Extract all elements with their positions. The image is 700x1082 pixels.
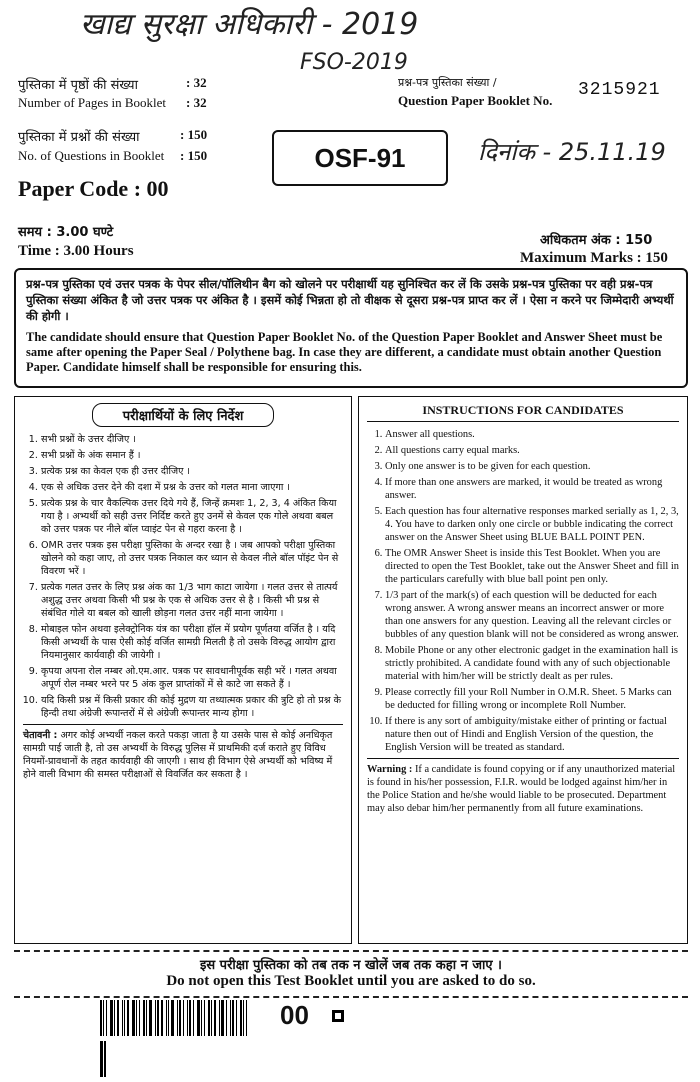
barcode-bar bbox=[127, 1000, 129, 1036]
english-list bbox=[367, 428, 679, 754]
time-en: Time : 3.00 Hours bbox=[18, 243, 134, 259]
barcode-bar bbox=[177, 1000, 178, 1036]
barcode-bar bbox=[168, 1000, 169, 1036]
barcode-bar bbox=[171, 1000, 174, 1036]
hindi-item: 7. प्रत्येक गलत उत्तर के लिए प्रश्न अंक का 1/3 भाग काटा जायेगा । गलत उत्तर से तात्पर्य अशुद्ध उत्तर अथवा किसी भी प्रश्न के एक से अधिक उत्तर से है । किसी भी प्रश्न से संबंधित गोले या बबल को खाली छोड़ना गलत उत्तर नहीं माना जायेगा । bbox=[41, 581, 343, 620]
hindi-warning-label: चेतावनी : bbox=[23, 730, 58, 741]
questions-value-en: : 150 bbox=[180, 148, 208, 163]
barcode-bar bbox=[157, 1000, 159, 1036]
barcode-bar bbox=[146, 1000, 147, 1036]
english-item: 1. Answer all questions. bbox=[385, 428, 679, 441]
paper-code: Paper Code : 00 bbox=[18, 176, 169, 201]
hindi-item: 10. यदि किसी प्रश्न में किसी प्रकार की कोई मुद्रण या तथ्यात्मक प्रकार की त्रुटि हो तो प्रश्न के हिन्दी तथा अंग्रेजी रूपान्तरों में से अंग्रेजी रूपान्तर मान्य होगा । bbox=[41, 694, 343, 720]
handwritten-title: खाद्य सुरक्षा अधिकारी - 2019 bbox=[80, 7, 419, 42]
warning-text-en: The candidate should ensure that Question Paper Booklet No. of the Question Paper Booklet and Answer Sheet must be same after opening the Paper Seal / Polythene bag. In case they are different, a candidate must obtain another Question Paper. Candidate himself shall be responsible for ensuring this. bbox=[26, 330, 663, 374]
barcode-bar bbox=[236, 1000, 237, 1036]
booklet-label-en: Question Paper Booklet No. bbox=[398, 93, 553, 108]
questions-value-hi: : 150 bbox=[180, 127, 208, 142]
booklet-number: 3215921 bbox=[578, 80, 661, 100]
barcode-bar bbox=[197, 1000, 200, 1036]
barcode-bar bbox=[214, 1000, 216, 1036]
barcode-bar bbox=[149, 1000, 152, 1036]
questions-label-hi: पुस्तिका में प्रश्नों की संख्या bbox=[18, 130, 140, 145]
english-item: 10. If there is any sort of ambiguity/mistake either of printing or factual nature then out of Hindi and English Version of the question, the English Version will be treated as standard. bbox=[385, 715, 679, 754]
barcode-bar bbox=[110, 1000, 113, 1036]
booklet-label-hi: प्रश्न-पत्र पुस्तिका संख्या / bbox=[398, 76, 497, 89]
hindi-list bbox=[23, 433, 343, 720]
hindi-item: 4. एक से अधिक उत्तर देने की दशा में प्रश्न के उत्तर को गलत माना जाएगा । bbox=[41, 481, 343, 494]
barcode-bar bbox=[122, 1000, 123, 1036]
time-hi: समय : 3.00 घण्टे bbox=[18, 225, 114, 240]
barcode-bar bbox=[132, 1000, 135, 1036]
barcode-bar bbox=[221, 1000, 224, 1036]
barcode-bar bbox=[189, 1000, 191, 1036]
barcode-bar bbox=[183, 1000, 184, 1036]
english-item: 7. 1/3 part of the mark(s) of each question will be deducted for each wrong answer. A wrong answer means an incorrect answer or more than one answers for any question. Leaving all the relevant circles or bubbles of any question blank will not be considered as wrong answer. bbox=[385, 589, 679, 641]
hindi-heading: परीक्षार्थियों के लिए निर्देश bbox=[92, 403, 274, 427]
booklet-warning-box bbox=[14, 268, 688, 388]
barcode bbox=[100, 1000, 250, 1036]
hindi-warning-text: अगर कोई अभ्यर्थी नकल करते पकड़ा जाता है या उसके पास से कोई अनधिकृत सामग्री पाई जाती है, तो उस अभ्यर्थी के विरुद्ध पुलिस में प्राथमिकी दर्ज कराते हुए विविध नियमों-प्रावधानों के तहत कार्यवाही की जाएगी । साथ ही विभाग ऐसे अभ्यर्थी को भविष्य में होने वाली विभाग की समस्त परीक्षाओं से विवर्जित कर सकता है । bbox=[23, 730, 333, 780]
barcode-bar bbox=[166, 1000, 167, 1036]
english-warning-label: Warning : bbox=[367, 764, 413, 775]
questions-label-en: No. of Questions in Booklet bbox=[18, 148, 165, 163]
barcode-bar bbox=[211, 1000, 212, 1036]
barcode-bar bbox=[219, 1000, 220, 1036]
hindi-item: 9. कृपया अपना रोल नम्बर ओ.एम.आर. पत्रक पर सावधानीपूर्वक सही भरें । गलत अथवा अपूर्ण रोल नम्बर भरने पर 5 अंक कुल प्राप्तांकों में से काटे जा सकते हैं । bbox=[41, 665, 343, 691]
barcode-bar bbox=[179, 1000, 181, 1036]
barcode-bar bbox=[243, 1000, 244, 1036]
hindi-warning bbox=[23, 724, 343, 781]
barcode-bar bbox=[100, 1041, 103, 1077]
barcode-bar bbox=[230, 1000, 231, 1036]
barcode-bar bbox=[136, 1000, 137, 1036]
barcode-bar bbox=[114, 1000, 115, 1036]
hindi-item: 2. सभी प्रश्नों के अंक समान हैं । bbox=[41, 449, 343, 462]
hindi-item: 1. सभी प्रश्नों के उत्तर दीजिए । bbox=[41, 433, 343, 446]
notice-hi: इस परीक्षा पुस्तिका को तब तक न खोलें जब तक कहा न जाए । bbox=[199, 958, 502, 973]
english-warning-text: If a candidate is found copying or if any unauthorized material is found in his/her possession, F.I.R. would be lodged against him/her in the Police Station and he/she would liable to be prosecuted. Department may also debar him/her permanently from all future examinations. bbox=[367, 764, 676, 814]
pages-label-hi: पुस्तिका में पृष्ठों की संख्या bbox=[18, 78, 138, 93]
english-item: 2. All questions carry equal marks. bbox=[385, 444, 679, 457]
series-code: OSF-91 bbox=[314, 143, 406, 173]
warning-text-hi: प्रश्न-पत्र पुस्तिका एवं उत्तर पत्रक के पेपर सील/पॉलिथीन बैग को खोलने पर परीक्षार्थी यह सुनिश्चित कर लें कि उसके प्रश्न-पत्र पुस्तिका पर वही प्रश्न-पत्र पुस्तिका संख्या अंकित है जो उत्तर पत्रक पर अंकित है । इसमें कोई भिन्नता हो तो वीक्षक से दूसरा प्रश्न-पत्र प्राप्त कर लें । ऐसा न करने पर जिम्मेदारी अभ्यर्थी की होगी । bbox=[26, 277, 674, 323]
bottom-code: 00 bbox=[280, 1000, 309, 1030]
series-code-box bbox=[272, 130, 448, 186]
barcode-bar bbox=[246, 1000, 247, 1036]
pages-value-hi: : 32 bbox=[186, 75, 207, 90]
hindi-item: 6. OMR उत्तर पत्रक इस परीक्षा पुस्तिका के अन्दर रखा है । जब आपको परीक्षा पुस्तिका खोलने को कहा जाए, तो उत्तर पत्रक निकाल कर ध्यान से केवल नीले बॉल पॉइंट पेन से विवरण भरें । bbox=[41, 539, 343, 578]
english-instructions bbox=[358, 396, 688, 944]
hindi-item: 3. प्रत्येक प्रश्न का केवल एक ही उत्तर दीजिए । bbox=[41, 465, 343, 478]
hindi-instructions bbox=[14, 396, 352, 944]
barcode-bar bbox=[124, 1000, 125, 1036]
barcode-bar bbox=[208, 1000, 210, 1036]
barcode-bar bbox=[240, 1000, 242, 1036]
hindi-item: 5. प्रत्येक प्रश्न के चार वैकल्पिक उत्तर दिये गये हैं, जिन्हें क्रमशः 1, 2, 3, 4 अंकित किया गया है । अभ्यर्थी को सही उत्तर निर्दिष्ट करते हुए उनमें से केवल एक गोले अथवा बबल को उत्तर पत्रक पर नीले बॉल प्वाइंट पेन से गहरा करना है । bbox=[41, 497, 343, 536]
barcode-bar bbox=[106, 1000, 107, 1036]
barcode-bar bbox=[226, 1000, 227, 1036]
pages-value-en: : 32 bbox=[186, 95, 207, 110]
barcode-bar bbox=[187, 1000, 188, 1036]
english-item: 9. Please correctly fill your Roll Number in O.M.R. Sheet. 5 Marks can be deducted for filling wrong or incomplete Roll Number. bbox=[385, 686, 679, 712]
barcode-bar bbox=[204, 1000, 205, 1036]
barcode-bar bbox=[155, 1000, 156, 1036]
english-item: 4. If more than one answers are marked, it would be treated as wrong answer. bbox=[385, 476, 679, 502]
barcode-bar bbox=[139, 1000, 140, 1036]
barcode-bar bbox=[201, 1000, 202, 1036]
barcode-bar bbox=[117, 1000, 119, 1036]
english-heading: INSTRUCTIONS FOR CANDIDATES bbox=[367, 403, 679, 422]
english-item: 8. Mobile Phone or any other electronic gadget in the examination hall is strictly prohibited. A candidate found with any of such objectionable material with him/her will be strictly dealt as per rules. bbox=[385, 644, 679, 683]
barcode-bar bbox=[100, 1000, 102, 1036]
pages-label-en: Number of Pages in Booklet bbox=[18, 95, 167, 110]
barcode-bar bbox=[193, 1000, 194, 1036]
notice-en: Do not open this Test Booklet until you are asked to do so. bbox=[166, 973, 536, 989]
english-warning bbox=[367, 758, 679, 815]
barcode-bar bbox=[143, 1000, 145, 1036]
english-item: 6. The OMR Answer Sheet is inside this Test Booklet. When you are directed to open the Test Booklet, take out the Answer Sheet and fill in the particulars carefully with blue ball point pen only. bbox=[385, 547, 679, 586]
barcode-bar bbox=[103, 1000, 104, 1036]
hindi-item: 8. मोबाइल फोन अथवा इलेक्ट्रोनिक यंत्र का परीक्षा हॉल में प्रयोग पूर्णतया वर्जित है । यदि किसी अभ्यर्थी के पास ऐसी कोई वर्जित सामग्री मिलती है तो उसके विरुद्ध आयोग द्वारा नियमानुसार कार्यवाही की जायेगी । bbox=[41, 623, 343, 662]
do-not-open-notice bbox=[14, 950, 688, 998]
english-item: 3. Only one answer is to be given for each question. bbox=[385, 460, 679, 473]
barcode-bar bbox=[161, 1000, 163, 1036]
max-marks-hi: अधिकतम अंक : 150 bbox=[540, 233, 653, 248]
english-item: 5. Each question has four alternative responses marked serially as 1, 2, 3, 4. You have to darken only one circle or bubble indicating the correct answer on the Answer Sheet using BLUE BALL POINT PEN. bbox=[385, 505, 679, 544]
handwritten-date: दिनांक - 25.11.19 bbox=[478, 138, 666, 166]
barcode-bar bbox=[232, 1000, 234, 1036]
square-marker-icon bbox=[332, 1010, 344, 1022]
barcode-bar bbox=[104, 1041, 106, 1077]
max-marks-en: Maximum Marks : 150 bbox=[520, 250, 668, 266]
handwritten-fso: FSO-2019 bbox=[300, 50, 408, 75]
